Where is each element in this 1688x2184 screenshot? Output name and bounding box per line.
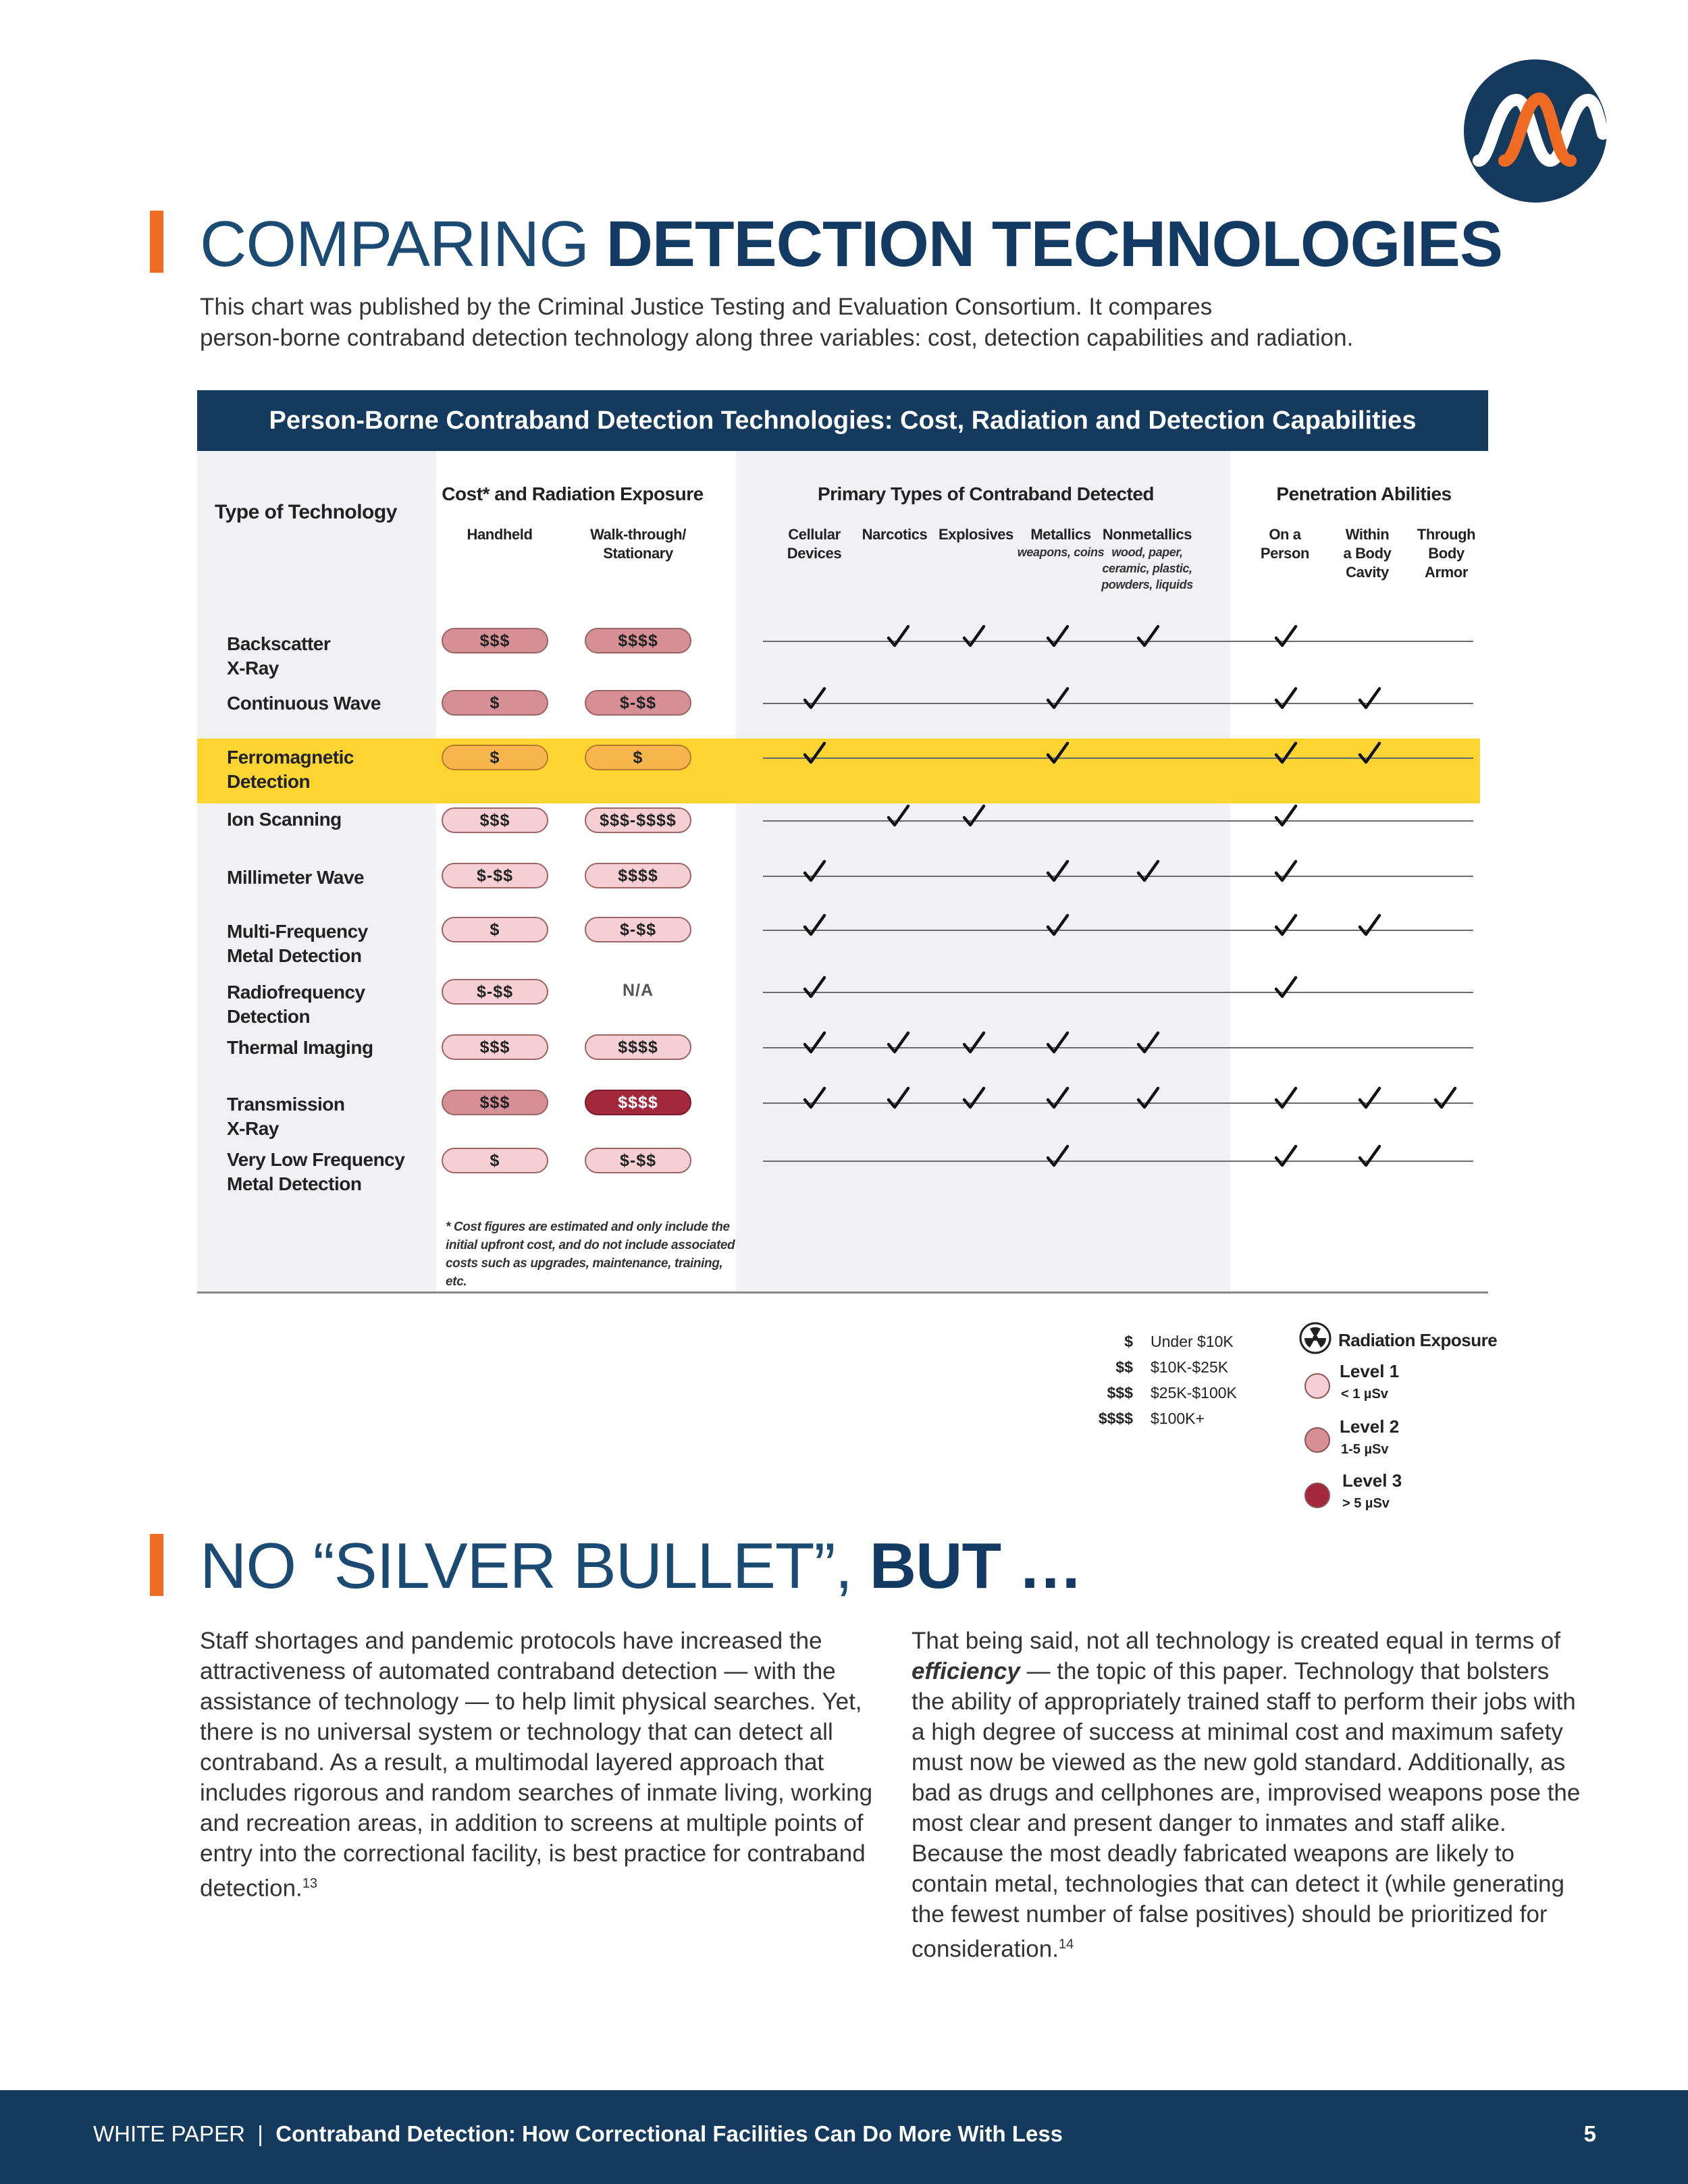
radiation-icon — [1299, 1322, 1331, 1354]
cost-group-header: Cost* and Radiation Exposure — [442, 483, 704, 504]
section-title: NO “SILVER BULLET”, BUT … — [200, 1530, 1082, 1602]
cost-pill: $ — [585, 745, 691, 770]
row-line — [763, 1047, 1473, 1048]
checkmark-icon — [1044, 623, 1071, 650]
checkmark-icon — [885, 1085, 912, 1112]
checkmark-icon — [1356, 1085, 1383, 1112]
cost-footnote: * Cost figures are estimated and only include the initial upfront cost, and do not include associated costs such as upgrades, maintenance, training, etc. — [446, 1220, 735, 1289]
col-narcotics: Narcotics — [862, 526, 928, 543]
level3-sub: > 5 µSv — [1342, 1496, 1390, 1511]
page-title: COMPARING DETECTION TECHNOLOGIES — [200, 208, 1502, 280]
row-label-radiofrequency: Radiofrequency Detection — [227, 982, 365, 1027]
col-walkthrough: Walk-through/ Stationary — [590, 526, 686, 562]
heading-accent-bar — [150, 211, 163, 273]
level1-label: Level 1 — [1340, 1361, 1400, 1381]
checkmark-icon — [1044, 1085, 1071, 1112]
cost-pill: $-$$ — [442, 979, 548, 1005]
checkmark-icon — [801, 858, 828, 885]
cost-legend-row: $ Under $10K — [1124, 1333, 1234, 1350]
cost-pill: $-$$ — [585, 1148, 691, 1173]
row-line — [763, 641, 1473, 642]
col-body-armor: Through Body Armor — [1417, 526, 1476, 581]
checkmark-icon — [1272, 685, 1299, 712]
cost-pill: $-$$ — [585, 917, 691, 942]
table-bottom-rule — [197, 1291, 1488, 1294]
cost-pill: $$$$ — [585, 863, 691, 888]
checkmark-icon — [801, 685, 828, 712]
checkmark-icon — [1356, 912, 1383, 939]
col-cellular: Cellular Devices — [787, 526, 842, 562]
radiation-legend-title: Radiation Exposure — [1338, 1330, 1498, 1350]
col-on-person: On a Person — [1260, 526, 1310, 562]
body-column-left: Staff shortages and pandemic protocols have increased the attractiveness of automated contraband detection — with the assistance of technology — to help limit physical searches. Yet, there is no universal system or technology that can detect all contraband. As a result, a multimodal layered approach that includes rigorous and random searches of inmate living, working and recreation areas, in addition to screens at multiple points of entry into the correctional facility, is best practice for contraband detection.$^{13}$ — [200, 1628, 873, 1902]
col-handheld: Handheld — [467, 526, 533, 543]
row-line — [763, 992, 1473, 993]
level2-dot — [1304, 1427, 1330, 1453]
checkmark-icon — [1356, 1143, 1383, 1170]
page-number: 5 — [1583, 2121, 1596, 2146]
row-line — [763, 876, 1473, 877]
cost-pill: $ — [442, 917, 548, 942]
body-column-right: That being said, not all technology is created equal in terms of efficiency — the topic of this paper. Technology that bolsters the ability of appropriately trained staff to perform their jobs with a high degree of success at minimal cost and maximum safety must now be viewed as the new gold standard. Additionally, as bad as drugs and cellphones are, improvised weapons pose the most clear and present danger to inmates and staff alike. Because the most deadly fabricated weapons are likely to contain metal, technologies that can detect it (while generating the fewest number of false positives) should be prioritized for consideration.$^{14}$ — [912, 1628, 1581, 1963]
footer-bar — [0, 2090, 1688, 2184]
cost-pill: $$$$ — [585, 628, 691, 654]
cost-legend-row: $$ $10K-$25K — [1115, 1358, 1229, 1376]
type-of-technology-header: Type of Technology — [215, 501, 397, 523]
checkmark-icon — [801, 740, 828, 767]
level1-sub: < 1 µSv — [1341, 1387, 1388, 1402]
cost-pill: $ — [442, 1148, 548, 1173]
checkmark-icon — [1134, 858, 1161, 885]
penetration-group-header: Penetration Abilities — [1276, 483, 1452, 504]
row-label-multi-frequency: Multi-Frequency Metal Detection — [227, 921, 368, 966]
cost-pill: $$$ — [442, 1090, 548, 1115]
checkmark-icon — [960, 803, 987, 830]
cost-pill: $$$$ — [585, 1034, 691, 1060]
cost-legend-row: $$$ $25K-$100K — [1107, 1384, 1237, 1402]
cost-pill: $ — [442, 690, 548, 716]
checkmark-icon — [1272, 1143, 1299, 1170]
checkmark-icon — [885, 1030, 912, 1057]
row-label-vlf: Very Low Frequency Metal Detection — [227, 1149, 405, 1194]
row-label-continuous-wave: Continuous Wave — [227, 693, 381, 714]
row-label-backscatter: Backscatter X-Ray — [227, 633, 331, 678]
checkmark-icon — [1356, 740, 1383, 767]
level2-sub: 1-5 µSv — [1341, 1442, 1389, 1457]
checkmark-icon — [1272, 1085, 1299, 1112]
checkmark-icon — [1272, 858, 1299, 885]
checkmark-icon — [1044, 912, 1071, 939]
cost-pill: $$$-$$$$ — [585, 807, 691, 833]
cost-pill: $$$ — [442, 1034, 548, 1060]
primary-group-header: Primary Types of Contraband Detected — [817, 483, 1155, 504]
checkmark-icon — [1431, 1085, 1458, 1112]
company-logo — [1464, 59, 1607, 203]
row-label-thermal-imaging: Thermal Imaging — [227, 1037, 373, 1058]
checkmark-icon — [1044, 740, 1071, 767]
checkmark-icon — [960, 623, 987, 650]
col-nonmetallics: Nonmetallics wood, paper, ceramic, plastic, powders, liquids — [1101, 526, 1193, 591]
col-metallics: Metallics weapons, coins — [1017, 526, 1105, 559]
row-label-transmission: Transmission X-Ray — [227, 1094, 345, 1139]
level3-label: Level 3 — [1342, 1470, 1402, 1491]
checkmark-icon — [1272, 974, 1299, 1001]
checkmark-icon — [1044, 685, 1071, 712]
checkmark-icon — [960, 1085, 987, 1112]
row-label-millimeter-wave: Millimeter Wave — [227, 867, 365, 888]
checkmark-icon — [1356, 685, 1383, 712]
checkmark-icon — [885, 803, 912, 830]
row-label-ferromagnetic: Ferromagnetic Detection — [227, 747, 354, 792]
heading-accent-bar — [150, 1534, 163, 1596]
checkmark-icon — [1272, 740, 1299, 767]
level3-dot — [1304, 1483, 1330, 1508]
cost-pill: $$$ — [442, 628, 548, 654]
checkmark-icon — [1044, 1030, 1071, 1057]
checkmark-icon — [1044, 1143, 1071, 1170]
checkmark-icon — [1134, 1030, 1161, 1057]
cost-pill: $$$$ — [585, 1090, 691, 1115]
checkmark-icon — [801, 1030, 828, 1057]
footer-text: WHITE PAPER | Contraband Detection: How Correctional Facilities Can Do More With Less — [93, 2121, 1063, 2146]
checkmark-icon — [1134, 623, 1161, 650]
cost-pill-na: N/A — [622, 981, 654, 1000]
level2-label: Level 2 — [1340, 1416, 1400, 1437]
checkmark-icon — [801, 974, 828, 1001]
cost-pill: $ — [442, 745, 548, 770]
checkmark-icon — [960, 1030, 987, 1057]
checkmark-icon — [885, 623, 912, 650]
intro-paragraph: This chart was published by the Criminal Justice Testing and Evaluation Consortium. It compares person-borne contraband detection technology along three variables: cost, detection capabilities and radiation. — [200, 294, 1354, 351]
checkmark-icon — [1272, 623, 1299, 650]
cost-legend — [1080, 1329, 1237, 1431]
cost-pill: $$$ — [442, 807, 548, 833]
checkmark-icon — [1272, 912, 1299, 939]
checkmark-icon — [801, 912, 828, 939]
checkmark-icon — [1134, 1085, 1161, 1112]
row-line — [763, 820, 1473, 822]
col-explosives: Explosives — [939, 526, 1013, 543]
level1-dot — [1304, 1373, 1330, 1399]
cost-legend-row: $$$$ $100K+ — [1098, 1410, 1205, 1427]
cost-pill: $-$$ — [442, 863, 548, 888]
checkmark-icon — [1272, 803, 1299, 830]
checkmark-icon — [801, 1085, 828, 1112]
row-label-ion-scanning: Ion Scanning — [227, 809, 342, 830]
cost-pill: $-$$ — [585, 690, 691, 716]
col-body-cavity: Within a Body Cavity — [1343, 526, 1392, 581]
table-banner: Person-Borne Contraband Detection Technologies: Cost, Radiation and Detection Capabilities — [197, 390, 1488, 451]
checkmark-icon — [1044, 858, 1071, 885]
